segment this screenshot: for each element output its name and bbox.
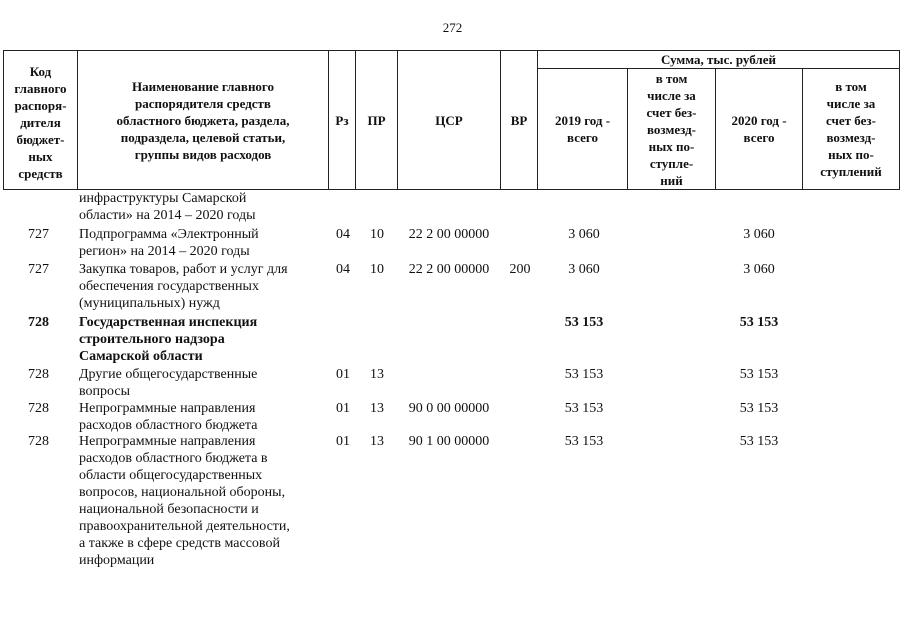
row-sum-2019: 3 060: [568, 262, 600, 277]
row-name: Другие общегосударственные вопросы: [79, 367, 258, 399]
row-csr: 22 2 00 00000: [408, 262, 490, 277]
row-name: Непрограммные направления расходов областного бюджета в области общегосударственных вопросов, национальной обороны, национальной безопасности и правоохранительной деятельности, а также в сфере средств массовой информации: [79, 434, 290, 568]
row-rz: 01: [336, 401, 350, 416]
row-sum-2020: 3 060: [743, 262, 775, 277]
row-csr: 90 0 00 00000: [408, 401, 490, 416]
header-pr: ПР: [367, 112, 386, 128]
row-vr: 200: [509, 262, 531, 277]
row-pr: 10: [370, 227, 384, 242]
row-code: 728: [28, 401, 49, 416]
row-pr: 13: [370, 401, 384, 416]
row-code: 727: [28, 262, 49, 277]
row-rz: 01: [336, 434, 350, 449]
header-csr: ЦСР: [435, 112, 463, 128]
row-code: 728: [28, 434, 49, 449]
row-name: Подпрограмма «Электронный регион» на 2014 – 2020 годы: [79, 227, 259, 259]
row-csr: 22 2 00 00000: [408, 227, 490, 242]
row-sum-2020: 53 153: [739, 434, 779, 449]
row-code: 728: [28, 315, 49, 330]
row-sum-2019: 3 060: [568, 227, 600, 242]
row-name: Закупка товаров, работ и услуг для обеспечения государственных (муниципальных) нужд: [79, 262, 288, 311]
header-2019-free: в том числе за счет без- возмезд- ных по- ступле- ний: [646, 70, 697, 188]
header-name: Наименование главного распорядителя средств областного бюджета, раздела, подраздела, целевой статьи, группы видов расходов: [116, 78, 290, 162]
row-name: инфраструктуры Самарской области» на 2014 – 2020 годы: [79, 191, 256, 223]
row-code: 728: [28, 367, 49, 382]
header-sum-group: Сумма, тыс. рублей: [661, 51, 776, 67]
row-sum-2019: 53 153: [564, 434, 604, 449]
header-rz: Рз: [335, 112, 349, 128]
row-sum-2020: 3 060: [743, 227, 775, 242]
row-pr: 13: [370, 367, 384, 382]
row-sum-2020: 53 153: [739, 315, 779, 330]
row-code: 727: [28, 227, 49, 242]
header-2019-total: 2019 год - всего: [554, 113, 611, 145]
header-2020-free: в том числе за счет без- возмезд- ных по- ступлений: [820, 79, 882, 179]
row-sum-2019: 53 153: [564, 315, 604, 330]
row-sum-2019: 53 153: [564, 367, 604, 382]
row-name: Непрограммные направления расходов областного бюджета: [79, 401, 258, 433]
page-number: 272: [442, 20, 463, 35]
row-csr: 90 1 00 00000: [408, 434, 490, 449]
row-sum-2019: 53 153: [564, 401, 604, 416]
row-rz: 01: [336, 367, 350, 382]
row-name: Государственная инспекция строительного надзора Самарской области: [79, 315, 258, 364]
header-code: Код главного распоря- дителя бюджет- ных средств: [14, 63, 67, 181]
row-sum-2020: 53 153: [739, 401, 779, 416]
row-pr: 13: [370, 434, 384, 449]
row-sum-2020: 53 153: [739, 367, 779, 382]
header-2020-total: 2020 год - всего: [731, 113, 787, 145]
table-header: [0, 50, 900, 190]
header-vr: ВР: [510, 112, 528, 128]
row-rz: 04: [336, 227, 350, 242]
row-pr: 10: [370, 262, 384, 277]
row-rz: 04: [336, 262, 350, 277]
